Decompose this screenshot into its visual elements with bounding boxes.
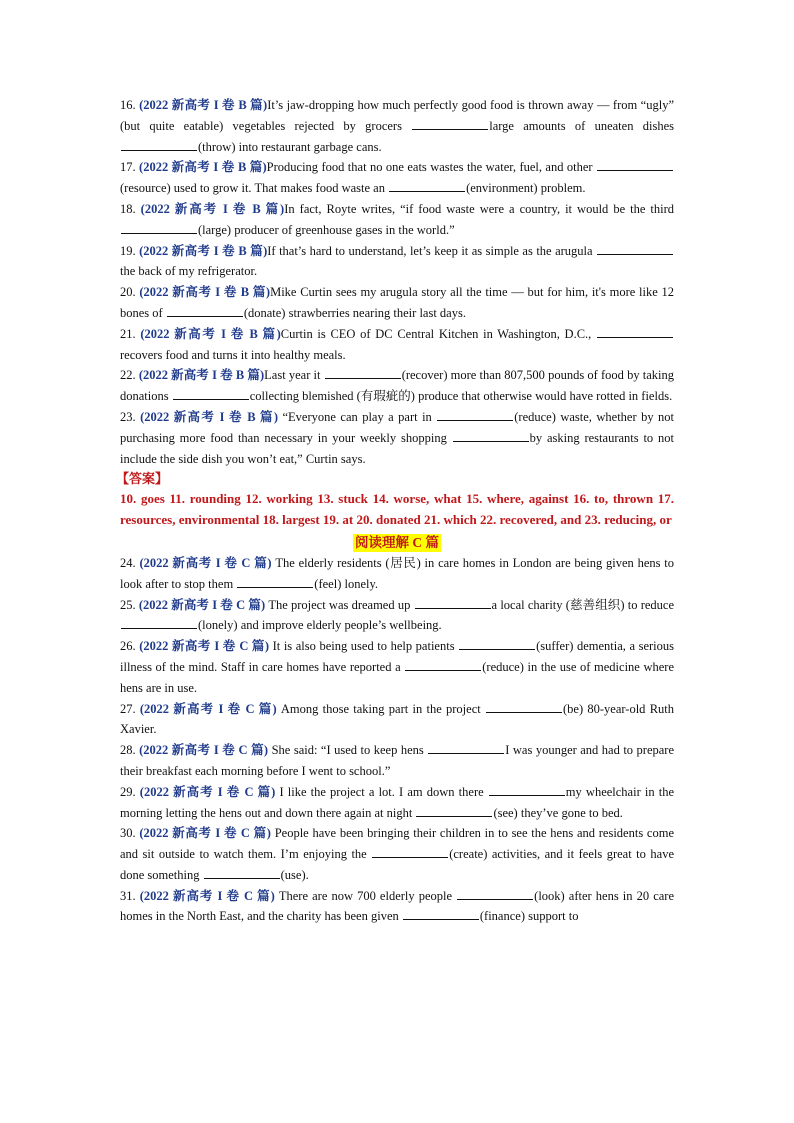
answer-blank[interactable]: [489, 783, 565, 796]
answer-blank[interactable]: [237, 575, 313, 588]
answer-blank[interactable]: [403, 907, 479, 920]
item-text: (look) after hens in 20 care homes in the North East, and the charity has been given: [120, 888, 675, 924]
item-text: It’s jaw-dropping how much perfectly good food is thrown away — from “ugly” (but quite eatable) vegetables rejected by grocers: [120, 98, 674, 133]
item-source: (2022 新高考 I 卷 C 篇): [138, 597, 266, 612]
exercise-item-q30: [120, 823, 674, 885]
item-number: 20.: [120, 285, 140, 300]
item-number: 25.: [120, 597, 139, 612]
answer-label: 【答案】: [116, 471, 169, 487]
item-source: (2022 新高考 I 卷 B 篇): [138, 368, 265, 383]
item-source: (2022 新高考 I 卷 C 篇): [139, 701, 277, 716]
item-source: (2022 新高考 I 卷 C 篇): [139, 743, 269, 758]
answer-text: 10. goes 11. rounding 12. working 13. stuck 14. worse, what 15. where, against 16. to, thrown 17. resources, environmental 18. largest 19. at 20. donated 21. which 22. recovered, and 23. reducing, or: [120, 491, 674, 528]
item-number: 27.: [120, 701, 140, 716]
item-source: (2022 新高考 I 卷 B 篇): [140, 201, 285, 216]
item-text: Among those taking part in the project: [276, 701, 485, 716]
item-text: (large) producer of greenhouse gases in the world.”: [198, 222, 455, 237]
item-number: 29.: [120, 784, 140, 799]
item-text: “Everyone can play a part in: [278, 409, 437, 424]
item-number: 18.: [120, 201, 141, 216]
answer-blank[interactable]: [121, 138, 197, 151]
item-source: (2022 新高考 I 卷 B 篇): [139, 243, 268, 258]
item-number: 28.: [120, 743, 140, 758]
exercise-item-q31: [120, 886, 674, 928]
exercise-item-q17: [120, 157, 674, 199]
item-text: There are now 700 elderly people: [274, 888, 457, 903]
item-number: 16.: [120, 98, 140, 112]
answer-blank[interactable]: [121, 616, 197, 629]
item-source: (2022 新高考 I 卷 B 篇): [139, 98, 268, 112]
section-title: 阅读理解 C 篇: [355, 534, 439, 550]
item-source: (2022 新高考 I 卷 B 篇): [140, 326, 281, 341]
item-text: by asking restaurants to not include the side dish you won’t eat,” Curtin says.: [120, 430, 674, 466]
item-text: large amounts of uneaten dishes: [489, 118, 674, 133]
item-number: 26.: [120, 639, 140, 654]
item-source: (2022 新高考 I 卷 C 篇): [139, 784, 276, 799]
item-text: (throw) into restaurant garbage cans.: [198, 139, 382, 154]
exercise-item-q25: [120, 595, 674, 637]
exercise-item-q29: [120, 782, 674, 824]
item-text: recovers food and turns it into healthy meals.: [120, 347, 346, 362]
answer-blank[interactable]: [405, 658, 481, 671]
item-text: I like the project a lot. I am down there: [275, 784, 488, 799]
answer-blank[interactable]: [459, 637, 535, 650]
item-source: (2022 新高考 I 卷 C 篇): [139, 826, 271, 841]
item-number: 30.: [120, 826, 140, 841]
exercise-item-q28: [120, 740, 674, 782]
item-number: 19.: [120, 243, 140, 258]
item-text: (resource) used to grow it. That makes food waste an: [120, 181, 389, 196]
item-text: (feel) lonely.: [314, 576, 379, 591]
answer-blank[interactable]: [372, 845, 448, 858]
answer-blank[interactable]: [415, 596, 491, 609]
item-number: 21.: [120, 326, 141, 341]
exercise-item-q27: [120, 699, 674, 741]
answer-blank[interactable]: [412, 117, 488, 130]
item-text: (environment) problem.: [466, 181, 586, 196]
answer-blank[interactable]: [597, 242, 673, 255]
exercise-list-c: [120, 553, 674, 927]
item-source: (2022 新高考 I 卷 C 篇): [139, 888, 275, 903]
item-text: (suffer) dementia, a serious illness of the mind. Staff in care homes have reported a: [120, 639, 675, 674]
item-text: She said: “I used to keep hens: [268, 743, 428, 758]
item-text: Mike Curtin sees my arugula story all the time — but for him, it's more like 12 bones of: [120, 285, 675, 320]
item-source: (2022 新高考 I 卷 C 篇): [139, 639, 270, 654]
item-text: (see) they’ve gone to bed.: [493, 805, 623, 820]
item-text: (lonely) and improve elderly people’s wellbeing.: [198, 618, 442, 633]
item-source: (2022 新高考 I 卷 B 篇): [139, 285, 271, 300]
item-text: (finance) support to: [479, 909, 579, 924]
item-text: (create) activities, and it feels great to have done something: [120, 847, 675, 882]
answer-blank[interactable]: [325, 366, 401, 379]
item-text: People have been bringing their children in to see the hens and residents come and sit outside to watch them. I’m enjoying the: [120, 826, 675, 862]
exercise-list-b: [120, 95, 674, 469]
answer-blank[interactable]: [453, 429, 529, 442]
item-text: (reduce) in the use of medicine where hens are in use.: [120, 659, 674, 695]
item-text: In fact, Royte writes, “if food waste were a country, it would be the third: [284, 201, 675, 216]
item-text: If that’s hard to understand, let’s keep it as simple as the arugula: [267, 243, 597, 258]
answer-blank[interactable]: [167, 304, 243, 317]
answer-blank[interactable]: [457, 887, 533, 900]
answer-blank[interactable]: [416, 804, 492, 817]
exercise-item-q24: [120, 553, 674, 595]
answer-blank[interactable]: [597, 325, 673, 338]
answer-blank[interactable]: [173, 387, 249, 400]
exercise-item-q19: [120, 241, 674, 283]
exercise-item-q21: [120, 324, 674, 366]
item-text: collecting blemished (有瑕疵的) produce that otherwise would have rotted in fields.: [249, 389, 673, 404]
item-text: (donate) strawberries nearing their last days.: [243, 305, 466, 320]
exercise-item-q16: [120, 95, 674, 157]
item-text: The project was dreamed up: [265, 597, 414, 612]
exercise-item-q26: [120, 636, 674, 698]
item-number: 17.: [120, 160, 140, 175]
answer-blank[interactable]: [486, 700, 562, 713]
item-source: (2022 新高考 I 卷 B 篇): [140, 409, 279, 424]
exercise-item-q18: [120, 199, 674, 241]
answer-blank[interactable]: [389, 179, 465, 192]
item-text: (recover) more than 807,500 pounds of food by taking donations: [120, 368, 675, 404]
item-number: 31.: [120, 888, 140, 903]
item-number: 23.: [120, 409, 141, 424]
content-area: [116, 95, 675, 927]
answer-blank[interactable]: [121, 221, 197, 234]
item-number: 24.: [120, 555, 140, 570]
item-text: a local charity (慈善组织) to reduce: [491, 597, 675, 612]
item-text: Producing food that no one eats wastes the water, fuel, and other: [266, 160, 596, 175]
item-source: (2022 新高考 I 卷 B 篇): [139, 160, 267, 175]
item-text: Curtin is CEO of DC Central Kitchen in Washington, D.C.,: [280, 326, 596, 341]
item-text: Last year it: [264, 368, 324, 383]
answer-blank[interactable]: [597, 158, 673, 171]
exercise-item-q22: [120, 365, 674, 407]
item-text: the back of my refrigerator.: [120, 264, 258, 279]
item-text: (reduce) waste, whether by not purchasing more food than necessary in your weekly shopping: [120, 409, 675, 445]
item-text: (use).: [280, 867, 309, 882]
exercise-item-q23: [120, 407, 674, 469]
item-text: It is also being used to help patients: [269, 639, 459, 654]
item-text: my wheelchair in the morning letting the hens out and down there again at night: [120, 784, 675, 820]
item-text: The elderly residents (居民) in care homes in London are being given hens to look after to stop them: [120, 555, 675, 591]
item-text: I was younger and had to prepare their breakfast each morning before I went to school.”: [120, 743, 675, 778]
item-number: 22.: [120, 368, 139, 383]
section-heading: [120, 532, 674, 553]
item-text: (be) 80-year-old Ruth Xavier.: [120, 701, 675, 737]
answer-blank[interactable]: [204, 866, 280, 879]
answer-blank[interactable]: [428, 741, 504, 754]
exercise-item-q20: [120, 282, 674, 324]
answer-blank[interactable]: [437, 408, 513, 421]
item-source: (2022 新高考 I 卷 C 篇): [139, 555, 272, 570]
